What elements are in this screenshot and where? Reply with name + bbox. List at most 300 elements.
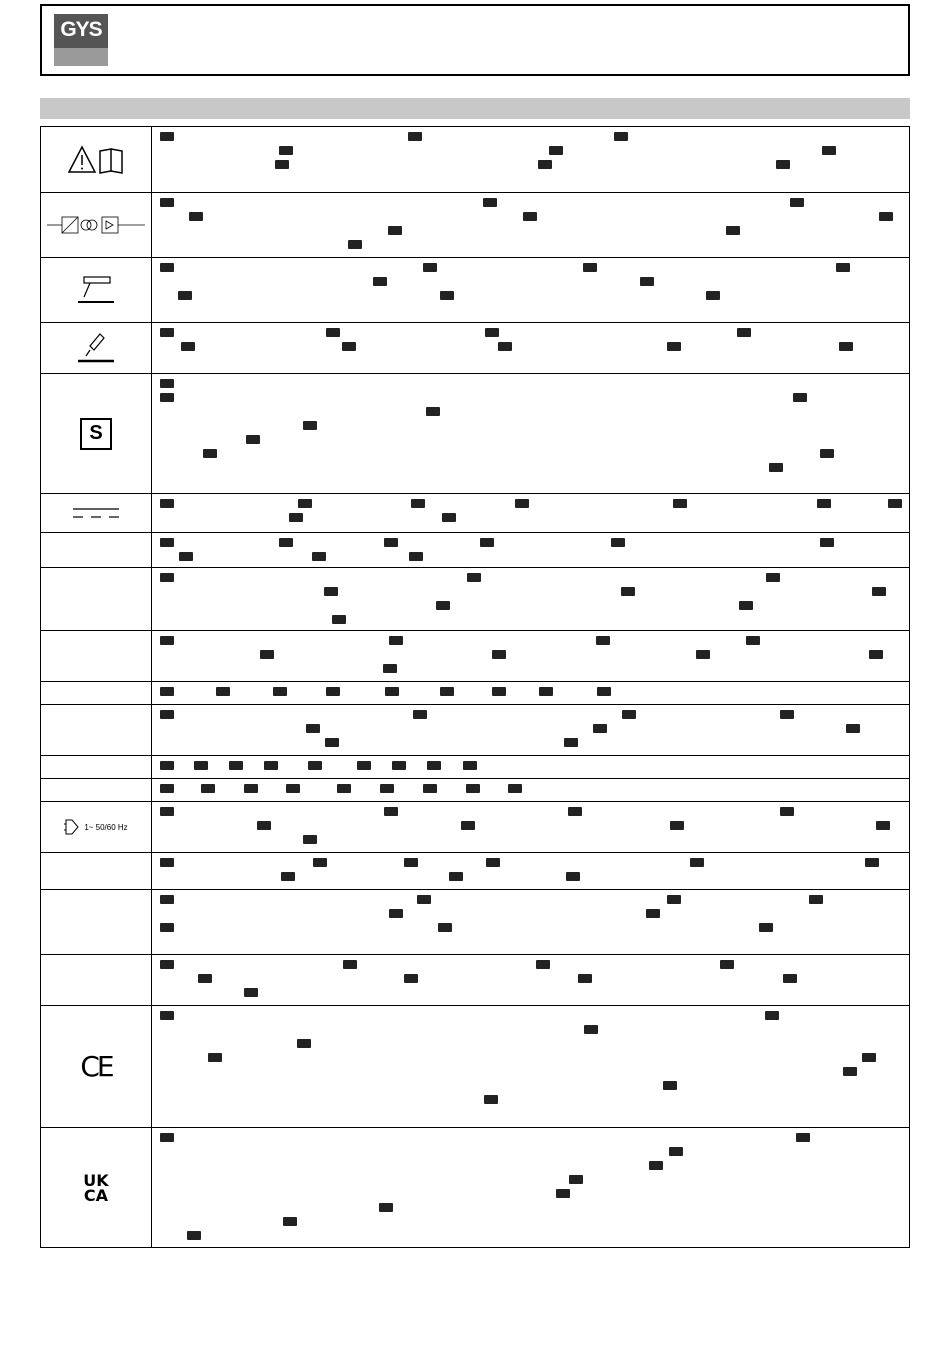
row-text	[152, 374, 909, 493]
redacted-word	[244, 988, 258, 997]
redacted-word	[669, 1147, 683, 1156]
text-line	[152, 1202, 909, 1216]
redacted-word	[485, 328, 499, 337]
redacted-word	[879, 212, 893, 221]
text-line	[152, 1132, 909, 1146]
text-line	[152, 1024, 909, 1038]
redacted-word	[793, 393, 807, 402]
row-text	[152, 779, 909, 801]
redacted-word	[385, 687, 399, 696]
redacted-word	[160, 923, 174, 932]
text-line	[152, 239, 909, 253]
redacted-word	[876, 821, 890, 830]
redacted-word	[160, 393, 174, 402]
text-line	[152, 973, 909, 987]
redacted-word	[726, 226, 740, 235]
redacted-word	[417, 895, 431, 904]
redacted-word	[436, 601, 450, 610]
redacted-word	[492, 687, 506, 696]
redacted-word	[566, 872, 580, 881]
text-line	[152, 649, 909, 663]
ukca-mark-icon	[41, 1128, 152, 1247]
redacted-word	[404, 974, 418, 983]
text-line	[152, 737, 909, 751]
symbol-cell	[41, 890, 152, 954]
text-line	[152, 131, 909, 145]
redacted-word	[663, 1081, 677, 1090]
text-line	[152, 1174, 909, 1188]
redacted-word	[790, 198, 804, 207]
text-line	[152, 378, 909, 392]
s-symbol-label: S	[80, 418, 112, 450]
symbol-cell	[41, 705, 152, 755]
text-line	[152, 225, 909, 239]
text-line	[152, 1010, 909, 1024]
redacted-word	[279, 146, 293, 155]
text-line	[152, 145, 909, 159]
text-line	[152, 1052, 909, 1066]
row-text	[152, 682, 909, 704]
redacted-word	[179, 552, 193, 561]
redacted-word	[649, 1161, 663, 1170]
redacted-word	[160, 198, 174, 207]
section-title-bar	[40, 98, 910, 119]
symbol-cell	[41, 853, 152, 889]
text-line	[152, 512, 909, 526]
text-line	[152, 551, 909, 565]
redacted-word	[306, 724, 320, 733]
redacted-word	[160, 858, 174, 867]
text-line	[152, 290, 909, 304]
text-line	[152, 709, 909, 723]
redacted-word	[796, 1133, 810, 1142]
text-line	[152, 448, 909, 462]
symbol-table	[40, 126, 910, 1248]
redacted-word	[780, 807, 794, 816]
redacted-word	[584, 1025, 598, 1034]
redacted-word	[198, 974, 212, 983]
text-line	[152, 1216, 909, 1230]
redacted-word	[379, 1203, 393, 1212]
redacted-word	[843, 1067, 857, 1076]
redacted-word	[640, 277, 654, 286]
redacted-word	[203, 449, 217, 458]
table-row	[41, 954, 909, 1005]
redacted-word	[706, 291, 720, 300]
redacted-word	[549, 146, 563, 155]
redacted-word	[392, 761, 406, 770]
redacted-word	[765, 1011, 779, 1020]
ukca-line-1: UK	[83, 1170, 109, 1190]
redacted-word	[160, 636, 174, 645]
table-row	[41, 322, 909, 373]
text-line	[152, 783, 909, 797]
dc-current-icon	[41, 494, 152, 532]
redacted-word	[342, 342, 356, 351]
redacted-word	[160, 784, 174, 793]
plug-icon	[41, 802, 152, 852]
text-line	[152, 462, 909, 476]
text-line	[152, 572, 909, 586]
redacted-word	[389, 636, 403, 645]
redacted-word	[208, 1053, 222, 1062]
redacted-word	[273, 687, 287, 696]
text-line	[152, 600, 909, 614]
redacted-word	[820, 449, 834, 458]
redacted-word	[337, 784, 351, 793]
text-line	[152, 635, 909, 649]
redacted-word	[160, 499, 174, 508]
text-line	[152, 1146, 909, 1160]
text-line	[152, 1080, 909, 1094]
symbol-cell	[41, 779, 152, 801]
text-line	[152, 434, 909, 448]
redacted-word	[667, 342, 681, 351]
redacted-word	[160, 1011, 174, 1020]
redacted-word	[463, 761, 477, 770]
redacted-word	[324, 587, 338, 596]
text-line	[152, 211, 909, 225]
table-row	[41, 1005, 909, 1127]
text-line	[152, 908, 909, 922]
text-line	[152, 1094, 909, 1108]
redacted-word	[769, 463, 783, 472]
redacted-word	[568, 807, 582, 816]
tig-torch-icon	[41, 258, 152, 322]
redacted-word	[449, 872, 463, 881]
text-line	[152, 498, 909, 512]
warning-manual-icon	[41, 127, 152, 192]
redacted-word	[308, 761, 322, 770]
symbol-cell	[41, 631, 152, 681]
redacted-word	[515, 499, 529, 508]
redacted-word	[673, 499, 687, 508]
table-row	[41, 778, 909, 801]
row-text	[152, 533, 909, 567]
table-row	[41, 852, 909, 889]
text-line	[152, 1188, 909, 1202]
text-line	[152, 420, 909, 434]
table-row	[41, 889, 909, 954]
gys-logo	[54, 14, 108, 66]
row-text	[152, 323, 909, 373]
redacted-word	[423, 263, 437, 272]
text-line	[152, 197, 909, 211]
redacted-word	[578, 974, 592, 983]
table-row	[41, 257, 909, 322]
redacted-word	[160, 379, 174, 388]
row-text	[152, 802, 909, 852]
redacted-word	[536, 960, 550, 969]
redacted-word	[667, 895, 681, 904]
redacted-word	[869, 650, 883, 659]
redacted-word	[597, 687, 611, 696]
text-line	[152, 686, 909, 700]
table-row	[41, 801, 909, 852]
row-text	[152, 193, 909, 257]
text-line	[152, 663, 909, 677]
redacted-word	[160, 710, 174, 719]
redacted-word	[564, 738, 578, 747]
redacted-word	[348, 240, 362, 249]
text-line	[152, 586, 909, 600]
redacted-word	[498, 342, 512, 351]
table-row	[41, 704, 909, 755]
redacted-word	[596, 636, 610, 645]
redacted-word	[846, 724, 860, 733]
redacted-word	[614, 132, 628, 141]
symbol-cell	[41, 955, 152, 1005]
redacted-word	[483, 198, 497, 207]
redacted-word	[822, 146, 836, 155]
redacted-word	[260, 650, 274, 659]
redacted-word	[670, 821, 684, 830]
redacted-word	[426, 407, 440, 416]
redacted-word	[466, 784, 480, 793]
text-line	[152, 834, 909, 848]
redacted-word	[279, 538, 293, 547]
redacted-word	[313, 858, 327, 867]
ce-mark-label: CE	[80, 1050, 112, 1083]
redacted-word	[720, 960, 734, 969]
redacted-word	[820, 538, 834, 547]
redacted-word	[343, 960, 357, 969]
text-line	[152, 327, 909, 341]
text-line	[152, 392, 909, 406]
redacted-word	[423, 784, 437, 793]
redacted-word	[759, 923, 773, 932]
redacted-word	[160, 895, 174, 904]
text-line	[152, 1066, 909, 1080]
redacted-word	[283, 1217, 297, 1226]
redacted-word	[160, 328, 174, 337]
row-text	[152, 568, 909, 630]
electrode-holder-icon	[41, 323, 152, 373]
text-line	[152, 760, 909, 774]
redacted-word	[160, 1133, 174, 1142]
table-row	[41, 373, 909, 493]
text-line	[152, 723, 909, 737]
redacted-word	[872, 587, 886, 596]
redacted-word	[696, 650, 710, 659]
ukca-line-2: CA	[83, 1185, 109, 1205]
table-row	[41, 127, 909, 192]
row-text	[152, 258, 909, 322]
redacted-word	[467, 573, 481, 582]
redacted-word	[160, 573, 174, 582]
redacted-word	[281, 872, 295, 881]
symbol-cell	[41, 682, 152, 704]
row-text	[152, 494, 909, 532]
symbol-cell	[41, 533, 152, 567]
redacted-word	[461, 821, 475, 830]
redacted-word	[326, 687, 340, 696]
redacted-word	[325, 738, 339, 747]
redacted-word	[809, 895, 823, 904]
row-text	[152, 890, 909, 954]
text-line	[152, 857, 909, 871]
redacted-word	[189, 212, 203, 221]
redacted-word	[178, 291, 192, 300]
text-line	[152, 959, 909, 973]
redacted-word	[839, 342, 853, 351]
redacted-word	[383, 664, 397, 673]
redacted-word	[780, 710, 794, 719]
redacted-word	[539, 687, 553, 696]
redacted-word	[556, 1189, 570, 1198]
redacted-word	[611, 538, 625, 547]
text-line	[152, 806, 909, 820]
redacted-word	[216, 687, 230, 696]
redacted-word	[486, 858, 500, 867]
redacted-word	[888, 499, 902, 508]
row-text	[152, 1006, 909, 1127]
page-header	[40, 4, 910, 76]
redacted-word	[440, 687, 454, 696]
text-line	[152, 987, 909, 1001]
redacted-word	[621, 587, 635, 596]
redacted-word	[357, 761, 371, 770]
redacted-word	[160, 132, 174, 141]
redacted-word	[646, 909, 660, 918]
redacted-word	[373, 277, 387, 286]
redacted-word	[160, 687, 174, 696]
text-line	[152, 894, 909, 908]
redacted-word	[492, 650, 506, 659]
text-line	[152, 1160, 909, 1174]
redacted-word	[583, 263, 597, 272]
text-line	[152, 159, 909, 173]
table-row	[41, 493, 909, 532]
redacted-word	[622, 710, 636, 719]
text-line	[152, 820, 909, 834]
redacted-word	[257, 821, 271, 830]
redacted-word	[739, 601, 753, 610]
row-text	[152, 127, 909, 192]
redacted-word	[312, 552, 326, 561]
redacted-word	[413, 710, 427, 719]
symbol-cell	[41, 756, 152, 778]
redacted-word	[384, 807, 398, 816]
redacted-word	[160, 263, 174, 272]
redacted-word	[438, 923, 452, 932]
text-line	[152, 262, 909, 276]
text-line	[152, 1038, 909, 1052]
redacted-word	[746, 636, 760, 645]
redacted-word	[388, 226, 402, 235]
redacted-word	[201, 784, 215, 793]
redacted-word	[160, 807, 174, 816]
text-line	[152, 341, 909, 355]
redacted-word	[569, 1175, 583, 1184]
redacted-word	[332, 615, 346, 624]
table-row	[41, 681, 909, 704]
redacted-word	[160, 761, 174, 770]
redacted-word	[865, 858, 879, 867]
redacted-word	[440, 291, 454, 300]
text-line	[152, 537, 909, 551]
table-row	[41, 567, 909, 630]
text-line	[152, 871, 909, 885]
redacted-word	[194, 761, 208, 770]
redacted-word	[303, 835, 317, 844]
redacted-word	[229, 761, 243, 770]
redacted-word	[508, 784, 522, 793]
redacted-word	[380, 784, 394, 793]
redacted-word	[523, 212, 537, 221]
table-row	[41, 1127, 909, 1247]
redacted-word	[408, 132, 422, 141]
redacted-word	[187, 1231, 201, 1240]
redacted-word	[389, 909, 403, 918]
redacted-word	[289, 513, 303, 522]
redacted-word	[409, 552, 423, 561]
redacted-word	[484, 1095, 498, 1104]
redacted-word	[538, 160, 552, 169]
redacted-word	[384, 538, 398, 547]
row-text	[152, 705, 909, 755]
redacted-word	[298, 499, 312, 508]
row-text	[152, 853, 909, 889]
row-text	[152, 756, 909, 778]
redacted-word	[404, 858, 418, 867]
redacted-word	[297, 1039, 311, 1048]
redacted-word	[160, 960, 174, 969]
redacted-word	[181, 342, 195, 351]
redacted-word	[326, 328, 340, 337]
redacted-word	[275, 160, 289, 169]
redacted-word	[411, 499, 425, 508]
row-text	[152, 955, 909, 1005]
inverter-icon	[41, 193, 152, 257]
redacted-word	[862, 1053, 876, 1062]
table-row	[41, 532, 909, 567]
plug-frequency-label: 1~ 50/60 Hz	[84, 822, 128, 832]
text-line	[152, 614, 909, 628]
redacted-word	[776, 160, 790, 169]
redacted-word	[690, 858, 704, 867]
ce-mark-icon	[41, 1006, 152, 1127]
table-row	[41, 630, 909, 681]
redacted-word	[783, 974, 797, 983]
s-symbol-icon	[41, 374, 152, 493]
redacted-word	[817, 499, 831, 508]
redacted-word	[480, 538, 494, 547]
text-line	[152, 1230, 909, 1244]
redacted-word	[286, 784, 300, 793]
redacted-word	[244, 784, 258, 793]
table-row	[41, 192, 909, 257]
row-text	[152, 631, 909, 681]
symbol-cell	[41, 568, 152, 630]
redacted-word	[246, 435, 260, 444]
table-row	[41, 755, 909, 778]
redacted-word	[442, 513, 456, 522]
logo-text: GYS	[60, 18, 102, 41]
redacted-word	[303, 421, 317, 430]
text-line	[152, 922, 909, 936]
redacted-word	[766, 573, 780, 582]
redacted-word	[160, 538, 174, 547]
redacted-word	[264, 761, 278, 770]
redacted-word	[737, 328, 751, 337]
text-line	[152, 276, 909, 290]
row-text	[152, 1128, 909, 1247]
redacted-word	[836, 263, 850, 272]
text-line	[152, 406, 909, 420]
redacted-word	[427, 761, 441, 770]
redacted-word	[593, 724, 607, 733]
